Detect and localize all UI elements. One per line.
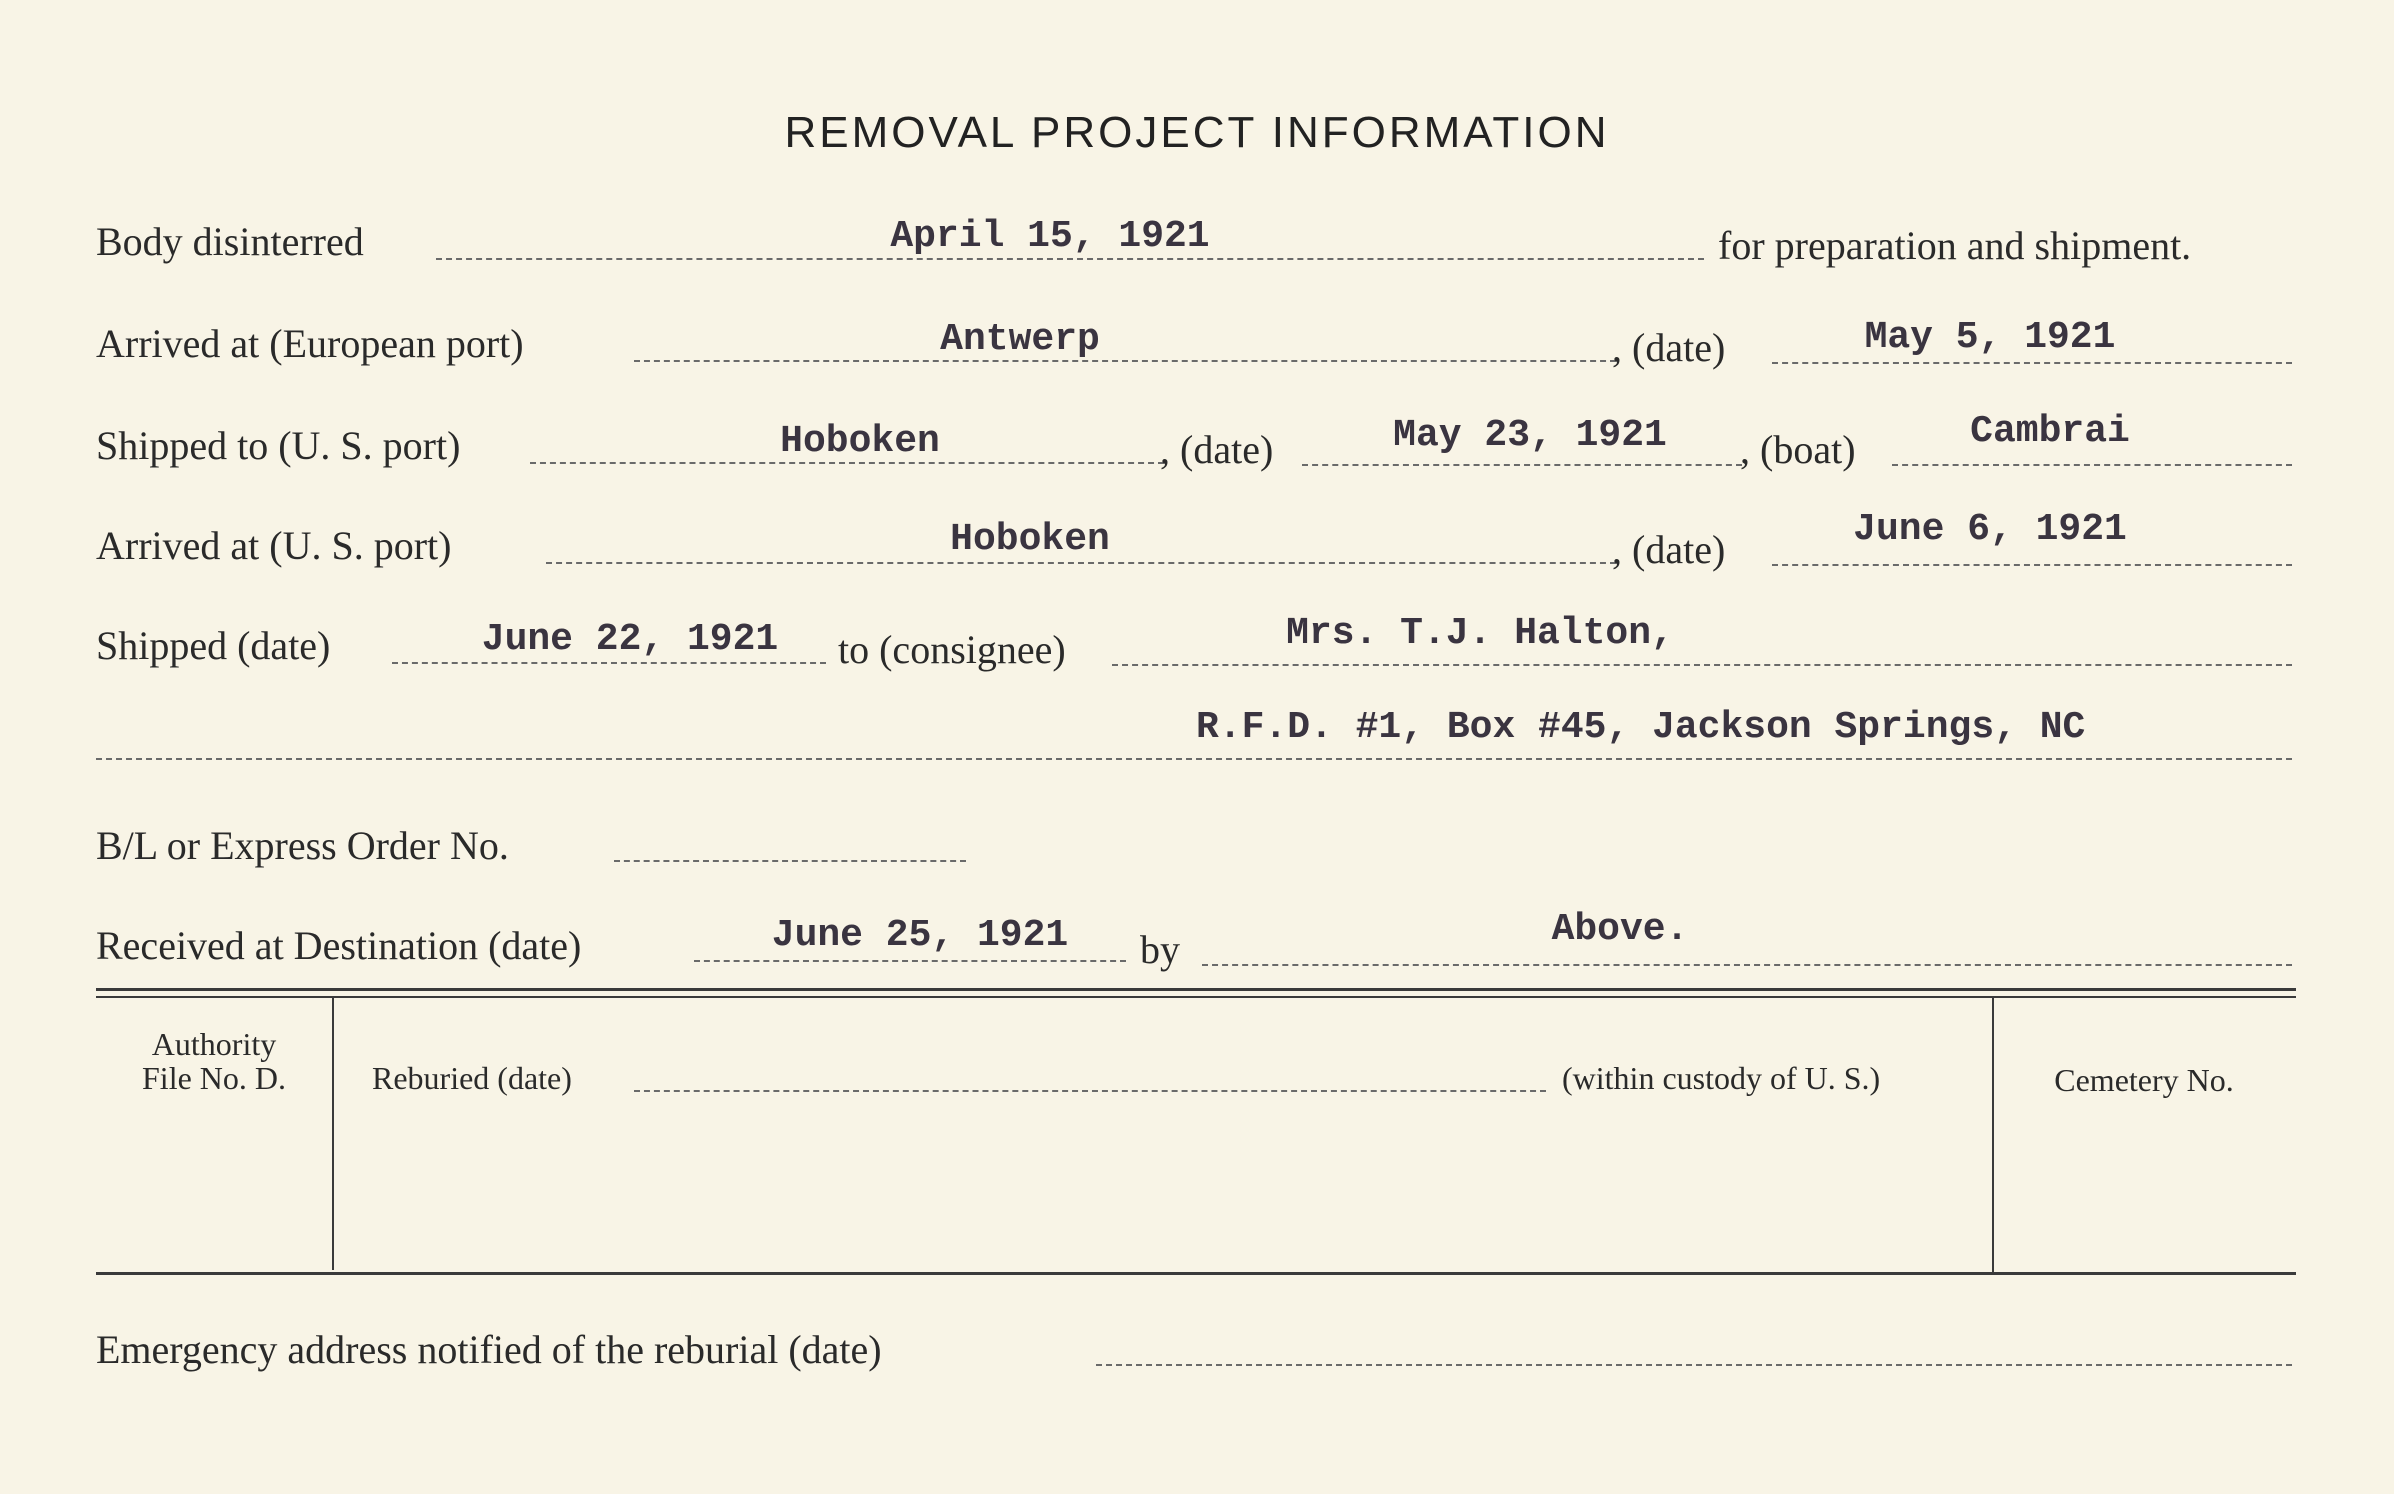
european-port-label: Arrived at (European port) [96,321,524,366]
us-port-shipped-value: Hoboken [780,420,940,463]
consignee-label: to (consignee) [838,627,1066,672]
table-divider-right [1992,998,1994,1274]
authority-label-line2: File No. D. [142,1060,286,1096]
us-port-arrived-date-value: June 6, 1921 [1853,508,2127,551]
us-port-shipped-date-line [1302,464,1742,466]
address-line [96,758,2292,760]
us-port-shipped-date-label: , (date) [1160,427,1274,472]
bl-express-order-label: B/L or Express Order No. [96,823,509,868]
custody-label: (within custody of U. S.) [1562,1060,1881,1096]
us-port-arrived-label: Arrived at (U. S. port) [96,523,452,568]
received-by-value: Above. [1551,908,1689,951]
body-disinterred-label: Body disinterred [96,219,364,264]
body-disinterred-line [436,258,1704,260]
us-port-arrived-value: Hoboken [950,518,1110,561]
european-port-date-line [1772,362,2292,364]
table-divider-left [332,998,334,1270]
reburied-date-line [634,1090,1546,1092]
european-port-date-value: May 5, 1921 [1864,316,2116,359]
preparation-shipment-text: for preparation and shipment. [1718,223,2192,268]
consignee-value: Mrs. T.J. Halton, [1286,612,1674,655]
consignee-address-value: R.F.D. #1, Box #45, Jackson Springs, NC [1196,706,2086,749]
table-top-rule-inner [96,996,2296,998]
boat-label: , (boat) [1740,427,1856,472]
us-port-arrived-date-label: , (date) [1612,527,1726,572]
emergency-address-line [1096,1364,2292,1366]
boat-line [1892,464,2292,466]
table-bottom-rule [96,1272,2296,1275]
us-port-arrived-line [546,562,1616,564]
european-port-value: Antwerp [940,318,1100,361]
received-destination-line [694,960,1126,962]
shipped-date-label: Shipped (date) [96,623,331,668]
emergency-address-label: Emergency address notified of the reburial (date) [96,1327,882,1372]
shipped-date-value: June 22, 1921 [481,618,779,661]
shipped-date-line [392,662,826,664]
table-top-rule [96,988,2296,991]
consignee-line [1112,664,2292,666]
us-port-arrived-date-line [1772,564,2292,566]
body-disinterred-value: April 15, 1921 [890,215,1210,258]
bl-express-order-line [614,860,966,862]
cemetery-no-label: Cemetery No. [2054,1062,2234,1098]
reburied-date-label: Reburied (date) [372,1060,572,1096]
received-by-label: by [1140,927,1180,972]
received-destination-label: Received at Destination (date) [96,923,582,968]
european-port-date-label: , (date) [1612,325,1726,370]
received-by-line [1202,964,2292,966]
received-destination-value: June 25, 1921 [771,914,1069,957]
form-title: REMOVAL PROJECT INFORMATION [784,108,1610,157]
us-port-shipped-label: Shipped to (U. S. port) [96,423,461,468]
us-port-shipped-date-value: May 23, 1921 [1393,414,1667,457]
authority-label-line1: Authority [151,1026,277,1062]
boat-value: Cambrai [1970,410,2130,453]
